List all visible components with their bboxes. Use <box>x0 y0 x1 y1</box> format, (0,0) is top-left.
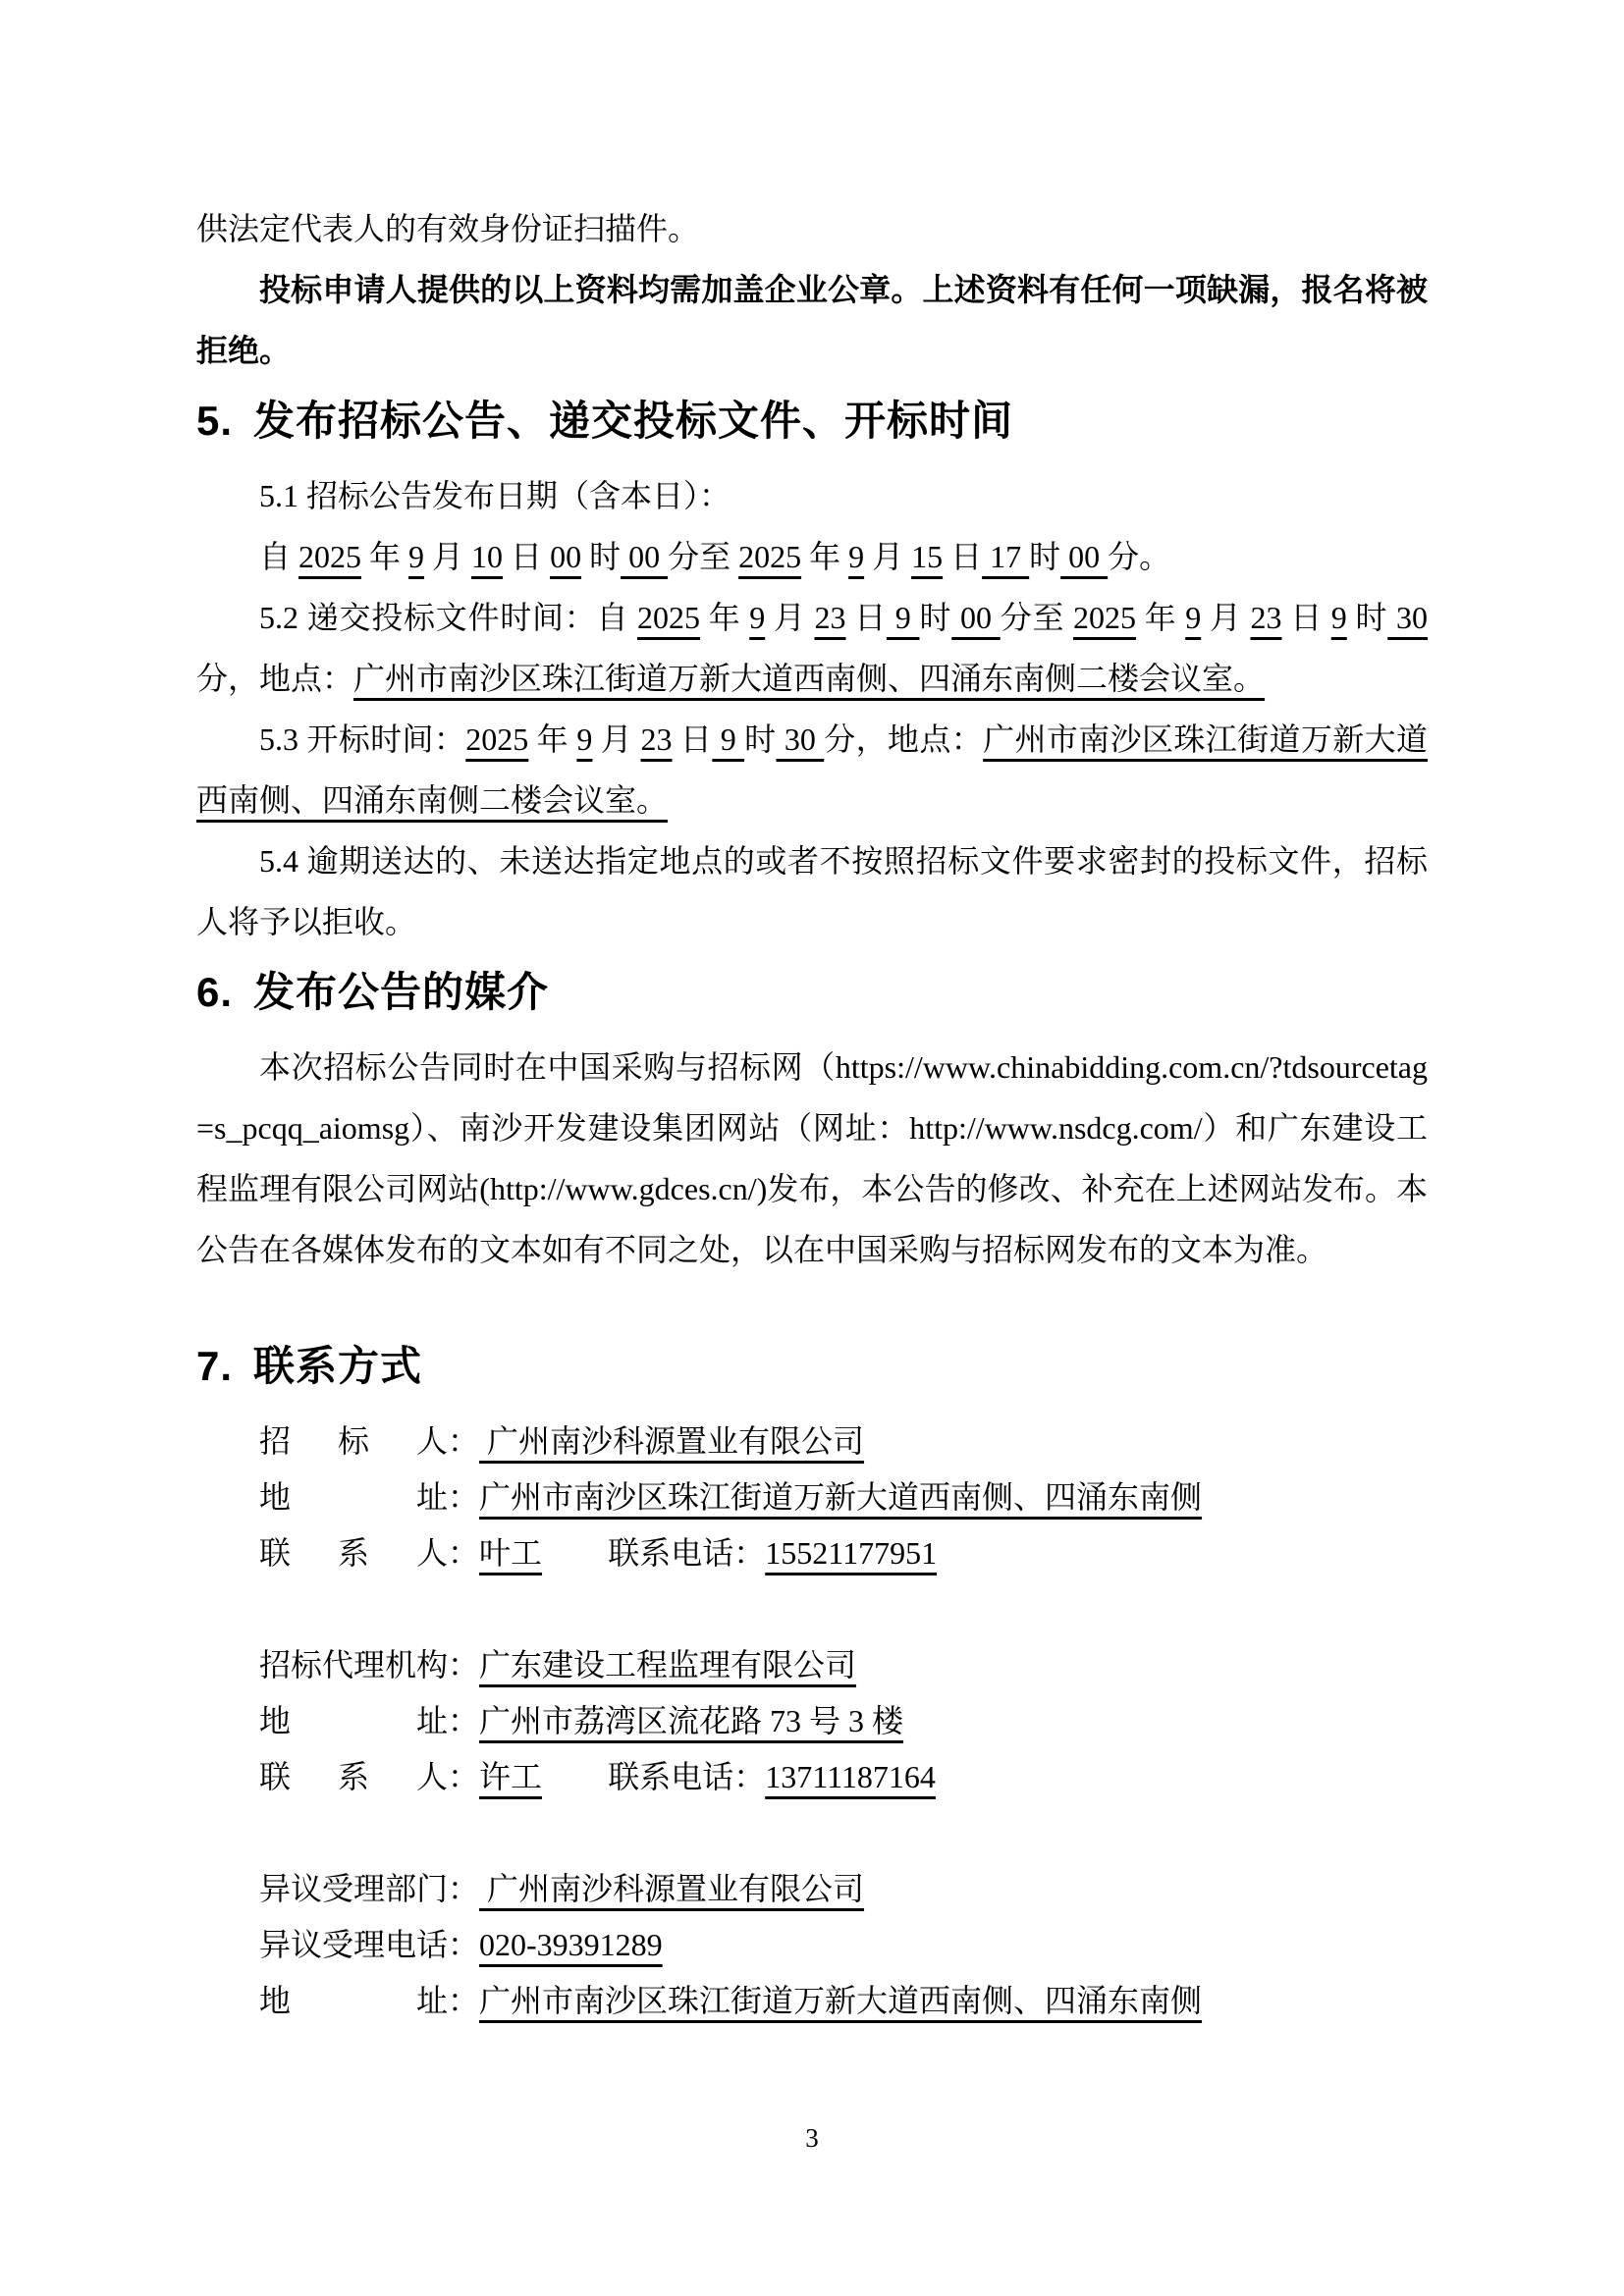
text-segment: 月 <box>1201 600 1251 635</box>
underlined-segment: 23 <box>1250 600 1282 635</box>
label-char: 理 <box>353 1871 386 1906</box>
underlined-segment: 9 <box>749 600 766 635</box>
underlined-segment: 9 <box>1185 600 1202 635</box>
section-5-title: 发布招标公告、递交投标文件、开标时间 <box>253 398 1014 444</box>
label-char: 地 <box>259 1703 292 1738</box>
underlined-segment: 2025 <box>636 600 700 635</box>
label-char: 联 <box>259 1759 292 1794</box>
agency-contact-person-row <box>196 1749 1428 1805</box>
text-segment: 月 <box>424 539 472 574</box>
phone-label: 联系电话 <box>608 1759 734 1794</box>
underlined-segment: 9 <box>576 721 593 757</box>
colon: ： <box>448 1703 480 1738</box>
label-char: 话 <box>416 1927 449 1962</box>
contact-label <box>259 1749 448 1805</box>
colon: ： <box>733 1535 766 1571</box>
underlined-segment: 00 <box>1060 539 1109 574</box>
text-segment: 年 <box>361 539 409 574</box>
section-7-title: 联系方式 <box>253 1343 423 1389</box>
text-segment: 日 <box>845 600 887 635</box>
underlined-segment: 10 <box>471 539 504 574</box>
colon: ： <box>448 1535 480 1571</box>
text-segment: 日 <box>1281 600 1331 635</box>
underlined-segment: 15 <box>911 539 944 574</box>
contact-value: 广州市南沙区珠江街道万新大道西南侧、四涌东南侧 <box>479 1479 1203 1515</box>
announce-period-paragraph <box>196 526 1428 587</box>
label-char: 系 <box>337 1759 369 1794</box>
underlined-segment: 00 <box>621 539 669 574</box>
underlined-segment: 2025 <box>738 539 802 574</box>
text-segment: 年 <box>801 539 849 574</box>
contact-label <box>259 1861 448 1917</box>
page-footer <box>0 2120 1624 2156</box>
text-segment: 年 <box>699 600 750 635</box>
tenderer-contact-person-row <box>196 1525 1428 1581</box>
continuation-paragraph: 供法定代表人的有效身份证扫描件。 <box>196 211 700 246</box>
contact-label <box>259 1973 448 2029</box>
item-5-3-paragraph <box>196 709 1428 830</box>
phone-value: 15521177951 <box>765 1535 938 1571</box>
contact-value: 广州南沙科源置业有限公司 <box>479 1423 865 1459</box>
label-char: 机 <box>385 1647 417 1682</box>
label-char: 受 <box>322 1927 354 1962</box>
underlined-segment: 2025 <box>465 721 529 757</box>
label-char: 门 <box>416 1871 449 1906</box>
agency-address-row <box>196 1693 1428 1749</box>
section-7-heading <box>196 1336 1428 1397</box>
label-char: 地 <box>259 1479 292 1515</box>
section-6-paragraph: 本次招标公告同时在中国采购与招标网（https://www.chinabidding.com.cn/?tdsourcetag=s_pcqq_aiomsg）、南沙开发建设集团网站（网址：http://www.nsdcg.com/）和广东建设工程监理有限公司网站(http://www.gdces.cn/)发布，本公告的修改、补充在上述网站发布。本公告在各媒体发布的文本如有不同之处，以在中国采购与招标网发布的文本为准。 <box>196 1049 1428 1267</box>
label-char: 址 <box>415 1479 448 1515</box>
text-segment: 5.3 开标时间： <box>259 721 466 757</box>
text-segment: 时 <box>1029 539 1061 574</box>
underlined-segment: 2025 <box>1072 600 1136 635</box>
tenderer-contact-group <box>196 1414 1428 1581</box>
contact-value: 许工 <box>479 1759 543 1794</box>
contact-value: 广东建设工程监理有限公司 <box>479 1647 857 1682</box>
contact-label <box>259 1637 448 1693</box>
underlined-segment: 2025 <box>298 539 362 574</box>
label-char: 受 <box>322 1871 354 1906</box>
underlined-segment: 30 <box>1387 600 1428 635</box>
contact-label <box>259 1917 448 1973</box>
phone-part <box>608 1759 936 1794</box>
agency-name-row <box>196 1637 1428 1693</box>
label-char: 异 <box>259 1927 292 1962</box>
text-segment: 月 <box>592 721 641 757</box>
contact-label <box>259 1469 448 1525</box>
phone-part <box>608 1535 937 1571</box>
text-segment: 分，地点： <box>196 661 354 696</box>
text-segment: 分。 <box>1108 539 1171 574</box>
section-7-number: 7. <box>196 1343 234 1389</box>
colon: ： <box>448 1927 480 1962</box>
text-segment: 自 <box>259 539 299 574</box>
text-segment: 日 <box>503 539 551 574</box>
text-segment: 年 <box>528 721 577 757</box>
label-char: 构 <box>416 1647 449 1682</box>
text-segment: 时 <box>581 539 622 574</box>
item-5-4-paragraph: 5.4 逾期送达的、未送达指定地点的或者不按照招标文件要求密封的投标文件，招标人将予以拒收。 <box>196 843 1428 939</box>
underlined-segment: 9 <box>886 600 920 635</box>
contact-value: 020-39391289 <box>479 1927 663 1962</box>
underlined-segment: 23 <box>640 721 673 757</box>
text-segment: 月 <box>864 539 912 574</box>
colon: ： <box>448 1647 480 1682</box>
section-5-number: 5. <box>196 398 234 444</box>
text-segment: 日 <box>943 539 983 574</box>
contact-label <box>259 1414 448 1469</box>
underlined-segment: 30 <box>776 721 825 757</box>
objection-phone-row <box>196 1917 1428 1973</box>
text-segment: 分至 <box>668 539 739 574</box>
item-5-2-paragraph <box>196 587 1428 709</box>
contact-value: 广州市荔湾区流花路 73 号 3 楼 <box>479 1703 904 1738</box>
text-segment: 分至 <box>1000 600 1073 635</box>
objection-department-row <box>196 1861 1428 1917</box>
underlined-segment: 23 <box>814 600 846 635</box>
underlined-segment: 广州市南沙区珠江街道万新大道西南侧、四涌东南侧二楼会议室。 <box>196 721 1429 818</box>
label-char: 人 <box>415 1535 448 1571</box>
text-segment: 5.2 递交投标文件时间：自 <box>259 600 637 635</box>
item-5-1-paragraph: 5.1 招标公告发布日期（含本日）： <box>259 478 731 513</box>
colon: ： <box>448 1423 480 1459</box>
contact-value: 广州南沙科源置业有限公司 <box>479 1871 865 1906</box>
label-char: 代 <box>322 1647 354 1682</box>
label-char: 招 <box>259 1423 292 1459</box>
colon: ： <box>448 1871 480 1906</box>
colon: ： <box>448 1759 480 1794</box>
objection-contact-group <box>196 1861 1428 2029</box>
underlined-segment: 17 <box>982 539 1030 574</box>
label-char: 址 <box>415 1703 448 1738</box>
section-6-number: 6. <box>196 969 234 1015</box>
label-char: 人 <box>415 1759 448 1794</box>
label-char: 电 <box>385 1927 417 1962</box>
label-char: 理 <box>353 1647 386 1682</box>
phone-value: 13711187164 <box>765 1759 936 1794</box>
label-char: 招 <box>259 1647 292 1682</box>
underlined-segment: 广州市南沙区珠江街道万新大道西南侧、四涌东南侧二楼会议室。 <box>353 661 1266 696</box>
text-segment: 时 <box>919 600 952 635</box>
phone-label: 联系电话 <box>608 1535 734 1571</box>
underlined-segment: 9 <box>408 539 425 574</box>
colon: ： <box>448 1983 480 2018</box>
section-6-heading <box>196 962 1428 1023</box>
text-segment: 月 <box>765 600 815 635</box>
tenderer-name-row <box>196 1414 1428 1469</box>
label-char: 标 <box>337 1423 369 1459</box>
label-char: 议 <box>291 1871 323 1906</box>
objection-address-row <box>196 1973 1428 2029</box>
label-char: 人 <box>415 1423 448 1459</box>
bold-notice-paragraph: 投标申请人提供的以上资料均需加盖企业公章。上述资料有任何一项缺漏，报名将被拒绝。 <box>196 272 1428 368</box>
text-segment: 时 <box>744 721 777 757</box>
contact-label <box>259 1525 448 1581</box>
label-char: 系 <box>337 1535 369 1571</box>
colon: ： <box>448 1479 480 1515</box>
colon: ： <box>733 1759 766 1794</box>
label-char: 异 <box>259 1871 292 1906</box>
section-6-title: 发布公告的媒介 <box>253 969 550 1015</box>
underlined-segment: 9 <box>712 721 745 757</box>
label-char: 议 <box>291 1927 323 1962</box>
underlined-segment: 9 <box>848 539 865 574</box>
contact-value: 叶工 <box>479 1535 543 1571</box>
label-char: 部 <box>385 1871 417 1906</box>
contact-value: 广州市南沙区珠江街道万新大道西南侧、四涌东南侧 <box>479 1983 1203 2018</box>
tenderer-address-row <box>196 1469 1428 1525</box>
label-char: 联 <box>259 1535 292 1571</box>
underlined-segment: 00 <box>550 539 582 574</box>
label-char: 标 <box>291 1647 323 1682</box>
text-segment: 日 <box>672 721 713 757</box>
label-char: 地 <box>259 1983 292 2018</box>
underlined-segment: 00 <box>951 600 1001 635</box>
text-segment: 年 <box>1135 600 1186 635</box>
underlined-segment: 9 <box>1330 600 1347 635</box>
text-segment: 时 <box>1346 600 1388 635</box>
label-char: 址 <box>415 1983 448 2018</box>
agency-contact-group <box>196 1637 1428 1805</box>
section-5-heading <box>196 391 1428 452</box>
label-char: 理 <box>353 1927 386 1962</box>
page-number: 3 <box>805 2123 819 2153</box>
text-segment: 分，地点： <box>824 721 984 757</box>
contact-label <box>259 1693 448 1749</box>
